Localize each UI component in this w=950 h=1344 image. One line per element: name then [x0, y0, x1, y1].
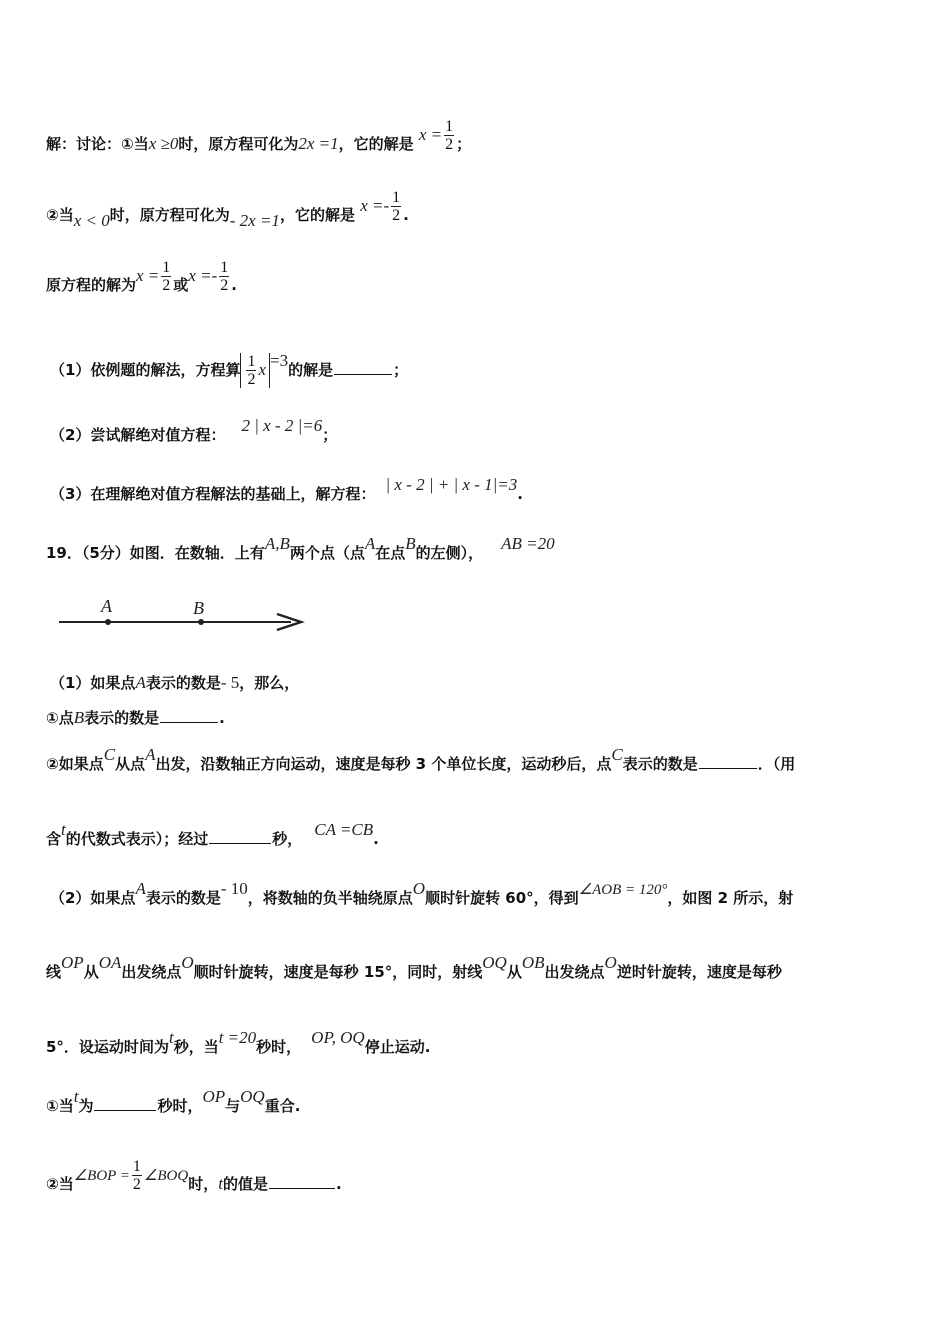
- answer-blank[interactable]: [94, 1109, 156, 1111]
- text: 或: [173, 276, 189, 294]
- absolute-value: $\frac{1}{2}$ x: [240, 353, 270, 388]
- text: 出发，沿数轴正方向运动，速度是每秒 3 个单位长度，运动秒后，点: [155, 755, 612, 773]
- text: 出发绕点: [121, 963, 182, 981]
- text: 停止运动.: [364, 1038, 431, 1056]
- math-equation: | x - 2 | + | x - 1|=3: [385, 475, 518, 494]
- text: 顺时针旋转，速度是每秒 15°，同时，射线: [193, 963, 483, 981]
- solution-line-3: [46, 259, 237, 303]
- point-b: [198, 619, 204, 625]
- fraction: $\frac{1}{2}$: [162, 259, 171, 294]
- text: 表示的数是: [145, 889, 221, 907]
- text: ①点: [46, 709, 74, 727]
- text: 顺时针旋转 60°，得到: [425, 889, 579, 907]
- math-var: OQ: [482, 953, 507, 972]
- text: ，将数轴的负半轴绕原点: [247, 889, 413, 907]
- math-var: O: [412, 879, 426, 898]
- math-var: OB: [521, 953, 545, 972]
- text: 从点: [115, 755, 146, 773]
- text: 逆时针旋转，速度是每秒: [616, 963, 782, 981]
- math-equation: - 2x =1: [229, 211, 280, 230]
- text: ．（用: [757, 755, 796, 773]
- text: ，它的解是: [279, 206, 355, 224]
- text: 从: [83, 963, 99, 981]
- fraction: $\frac{1}{2}$: [445, 118, 454, 153]
- q19-part-1-1: [46, 708, 225, 728]
- math-var: OA: [98, 953, 122, 972]
- math-var: OP: [202, 1087, 226, 1106]
- text: 秒时，: [256, 1038, 302, 1056]
- text: ②当: [46, 206, 74, 224]
- text: 的解是: [288, 361, 334, 379]
- point-a: [105, 619, 111, 625]
- q19-part-2-2: [46, 1158, 342, 1202]
- math-equation: 2x =1: [298, 134, 339, 153]
- fraction: $\frac{1}{2}$: [132, 1158, 141, 1193]
- q18-part-2: [50, 416, 338, 445]
- point-a-label: A: [101, 596, 112, 616]
- text: 重合.: [264, 1097, 301, 1115]
- q19-part-2: [50, 879, 794, 909]
- text: 表示的数是: [622, 755, 698, 773]
- text: （2）尝试解绝对值方程：: [50, 426, 226, 444]
- text: 为: [78, 1097, 94, 1115]
- text: （1）依例题的解法，方程算: [50, 361, 241, 379]
- math-lhs: x =: [418, 125, 443, 144]
- math-value: - 10: [220, 879, 248, 898]
- fraction: $\frac{1}{2}$: [392, 189, 401, 224]
- math-var: t: [73, 1087, 79, 1106]
- math-var: OP: [61, 953, 84, 972]
- text: .: [335, 1175, 342, 1193]
- text: 解：讨论：①当: [46, 135, 149, 153]
- fraction: $\frac{1}{2}$: [220, 259, 229, 294]
- math-var: B: [405, 534, 416, 553]
- text: （3）在理解绝对值方程解法的基础上，解方程：: [50, 485, 376, 503]
- text: ，如图 2 所示，射: [667, 889, 794, 907]
- math-var: A: [364, 534, 376, 553]
- math-equation: AB =20: [501, 534, 555, 553]
- text: ；: [322, 426, 338, 444]
- text: ；: [393, 361, 409, 379]
- text: .: [231, 276, 237, 294]
- text: 秒时，: [157, 1097, 203, 1115]
- text: 从: [506, 963, 522, 981]
- text: 秒，: [272, 830, 303, 848]
- math-rhs: =3: [270, 351, 289, 370]
- number-line-figure: [55, 592, 310, 637]
- text: （2）如果点: [50, 889, 136, 907]
- text: 表示的数是: [145, 674, 221, 692]
- text: 时，原方程可化为: [178, 135, 299, 153]
- math-lhs: x =-: [188, 266, 218, 285]
- answer-blank[interactable]: [269, 1187, 335, 1189]
- q19-part-1-3: [46, 820, 379, 849]
- text: 原方程的解为: [46, 276, 137, 294]
- answer-blank[interactable]: [334, 373, 392, 375]
- math-var: t: [168, 1028, 174, 1047]
- q18-part-3: [50, 475, 523, 504]
- text: ，它的解是: [338, 135, 414, 153]
- math-var: C: [611, 745, 623, 764]
- text: 在点: [375, 544, 406, 562]
- text: 5°．设运动时间为: [46, 1038, 169, 1056]
- math-equation: ∠AOB = 120°: [578, 882, 668, 898]
- math-equation: 2 | x - 2 |=6: [241, 416, 323, 435]
- math-var: A: [135, 673, 146, 692]
- text: 的代数式表示）；经过: [65, 830, 209, 848]
- math-condition: x < 0: [73, 211, 110, 230]
- text: 时，原方程可化为: [109, 206, 230, 224]
- math-lhs: ∠BOP =: [73, 1168, 130, 1184]
- math-var: A: [145, 745, 156, 764]
- solution-line-1: [46, 118, 472, 162]
- point-b-label: B: [193, 598, 204, 618]
- text: 19．（5分）如图．在数轴．上有: [46, 544, 265, 562]
- math-var: OP, OQ: [311, 1028, 365, 1047]
- math-var: O: [604, 953, 617, 972]
- q19-part-2-b: [46, 953, 782, 982]
- math-equation: t =20: [218, 1028, 257, 1047]
- text: .: [403, 206, 409, 224]
- math-var: A,B: [264, 534, 290, 553]
- text: 秒，当: [173, 1038, 219, 1056]
- q19-part-1: [50, 673, 299, 693]
- text: ②当: [46, 1175, 74, 1193]
- math-var: A: [135, 879, 146, 898]
- text: 表示的数是: [84, 709, 160, 727]
- answer-blank[interactable]: [209, 842, 271, 844]
- q19-part-2-c: [46, 1028, 431, 1057]
- math-var: OQ: [240, 1087, 265, 1106]
- text: ，那么，: [239, 674, 300, 692]
- math-var: O: [181, 953, 194, 972]
- math-var: t: [218, 1174, 223, 1193]
- answer-blank[interactable]: [160, 721, 218, 723]
- text: .: [219, 709, 225, 727]
- q18-part-1: [50, 353, 408, 388]
- q19-part-2-1: [46, 1087, 301, 1116]
- math-var: C: [103, 745, 116, 764]
- text: （1）如果点: [50, 674, 136, 692]
- text: 线: [46, 963, 62, 981]
- q19-part-1-2: [46, 745, 796, 774]
- math-lhs: x =-: [360, 196, 390, 215]
- text: ②如果点: [46, 755, 104, 773]
- text: 含: [46, 830, 62, 848]
- text: ①当: [46, 1097, 74, 1115]
- math-condition: x ≥0: [148, 134, 179, 153]
- text: .: [517, 485, 523, 503]
- text: 两个点（点: [289, 544, 365, 562]
- text: ；: [456, 135, 472, 153]
- math-value: - 5: [220, 673, 240, 692]
- text: 时，: [188, 1175, 219, 1193]
- math-lhs: x =: [136, 266, 160, 285]
- answer-blank[interactable]: [699, 767, 757, 769]
- text: 出发绕点: [544, 963, 605, 981]
- q19-header: [46, 534, 555, 563]
- solution-line-2: [46, 189, 409, 233]
- text: 的值是: [222, 1175, 268, 1193]
- math-var: t: [61, 820, 66, 839]
- text: 的左侧），: [415, 544, 484, 562]
- math-equation: CA =CB: [314, 820, 374, 839]
- math-rhs: ∠BOQ: [143, 1168, 189, 1184]
- math-var: B: [73, 708, 85, 727]
- text: .: [373, 830, 379, 848]
- text: 与: [225, 1097, 241, 1115]
